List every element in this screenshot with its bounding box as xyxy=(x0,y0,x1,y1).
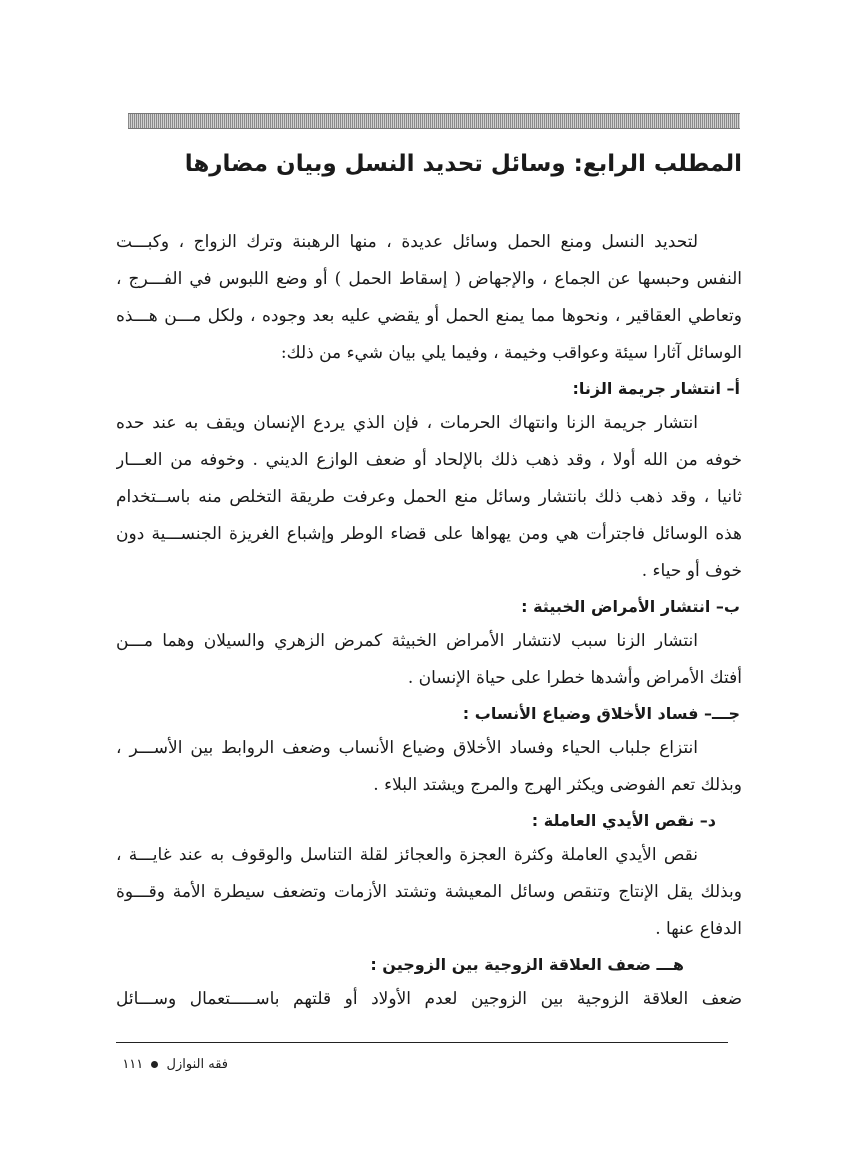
paragraph-line: ثانيا ، وقد ذهب ذلك بانتشار وسائل منع الحمل وعرفت طريقة التخلص منه باســتخدام xyxy=(116,487,742,507)
paragraph-line: انتزاع جلباب الحياء وفساد الأخلاق وضياع الأنساب وضعف الروابط بين الأســـر ، xyxy=(116,738,698,758)
intro-line: النفس وحبسها عن الجماع ، والإجهاض ( إسقاط الحمل ) أو وضع اللبوس في الفـــرج ، xyxy=(116,269,742,289)
heading-b: ب– انتشار الأمراض الخبيثة : xyxy=(521,597,740,616)
footer-bullet-icon xyxy=(151,1061,158,1068)
footer-rule xyxy=(116,1042,728,1043)
paragraph-line: هذه الوسائل فاجترأت هي ومن يهواها على قضاء الوطر وإشباع الغريزة الجنســـية دون xyxy=(116,524,742,544)
heading-d: د– نقص الأيدي العاملة : xyxy=(531,811,716,830)
footer-book-title: فقه النوازل xyxy=(166,1057,228,1072)
heading-a: أ– انتشار جريمة الزنا: xyxy=(572,379,740,398)
paragraph-line: انتشار الزنا سبب لانتشار الأمراض الخبيثة كمرض الزهري والسيلان وهما مـــن xyxy=(116,631,698,651)
page-number: ١١١ xyxy=(122,1057,144,1072)
paragraph-line: ضعف العلاقة الزوجية بين الزوجين لعدم الأولاد أو قلتهم باســـــتعمال وســـائل xyxy=(116,989,742,1009)
paragraph-line: خوفه من الله أولا ، وقد ذهب ذلك بالإلحاد أو ضعف الوازع الديني . وخوفه من العـــار xyxy=(116,450,742,470)
intro-line: الوسائل آثارا سيئة وعواقب وخيمة ، وفيما يلي بيان شيء من ذلك: xyxy=(280,343,742,363)
paragraph-line: وبذلك يقل الإنتاج وتنقص وسائل المعيشة وتشتد الأزمات وتضعف سيطرة الأمة وقـــوة xyxy=(116,882,742,902)
paragraph-line: انتشار جريمة الزنا وانتهاك الحرمات ، فإن الذي يردع الإنسان ويقف به عند حده xyxy=(116,413,698,433)
paragraph-line: خوف أو حياء . xyxy=(641,561,742,581)
heading-c: جـــ– فساد الأخلاق وضياع الأنساب : xyxy=(462,704,740,723)
paragraph-line: الدفاع عنها . xyxy=(655,919,742,939)
section-title: المطلب الرابع: وسائل تحديد النسل وبيان مضارها xyxy=(184,151,742,177)
decorative-header-bar xyxy=(128,113,740,129)
heading-e: هـــ ضعف العلاقة الزوجية بين الزوجين : xyxy=(370,955,684,974)
page-footer xyxy=(88,1055,228,1075)
paragraph-line: وبذلك تعم الفوضى ويكثر الهرج والمرج ويشتد البلاء . xyxy=(373,775,742,795)
intro-line: وتعاطي العقاقير ، ونحوها مما يمنع الحمل أو يقضي عليه بعد وجوده ، ولكل مـــن هـــذه xyxy=(116,306,742,326)
paragraph-line: أفتك الأمراض وأشدها خطرا على حياة الإنسان . xyxy=(407,668,742,688)
body-text xyxy=(116,224,742,1018)
intro-line: لتحديد النسل ومنع الحمل وسائل عديدة ، منها الرهبنة وترك الزواج ، وكبـــت xyxy=(116,232,698,252)
paragraph-line: نقص الأيدي العاملة وكثرة العجزة والعجائز لقلة التناسل والوقوف به عند غايـــة ، xyxy=(116,845,698,865)
